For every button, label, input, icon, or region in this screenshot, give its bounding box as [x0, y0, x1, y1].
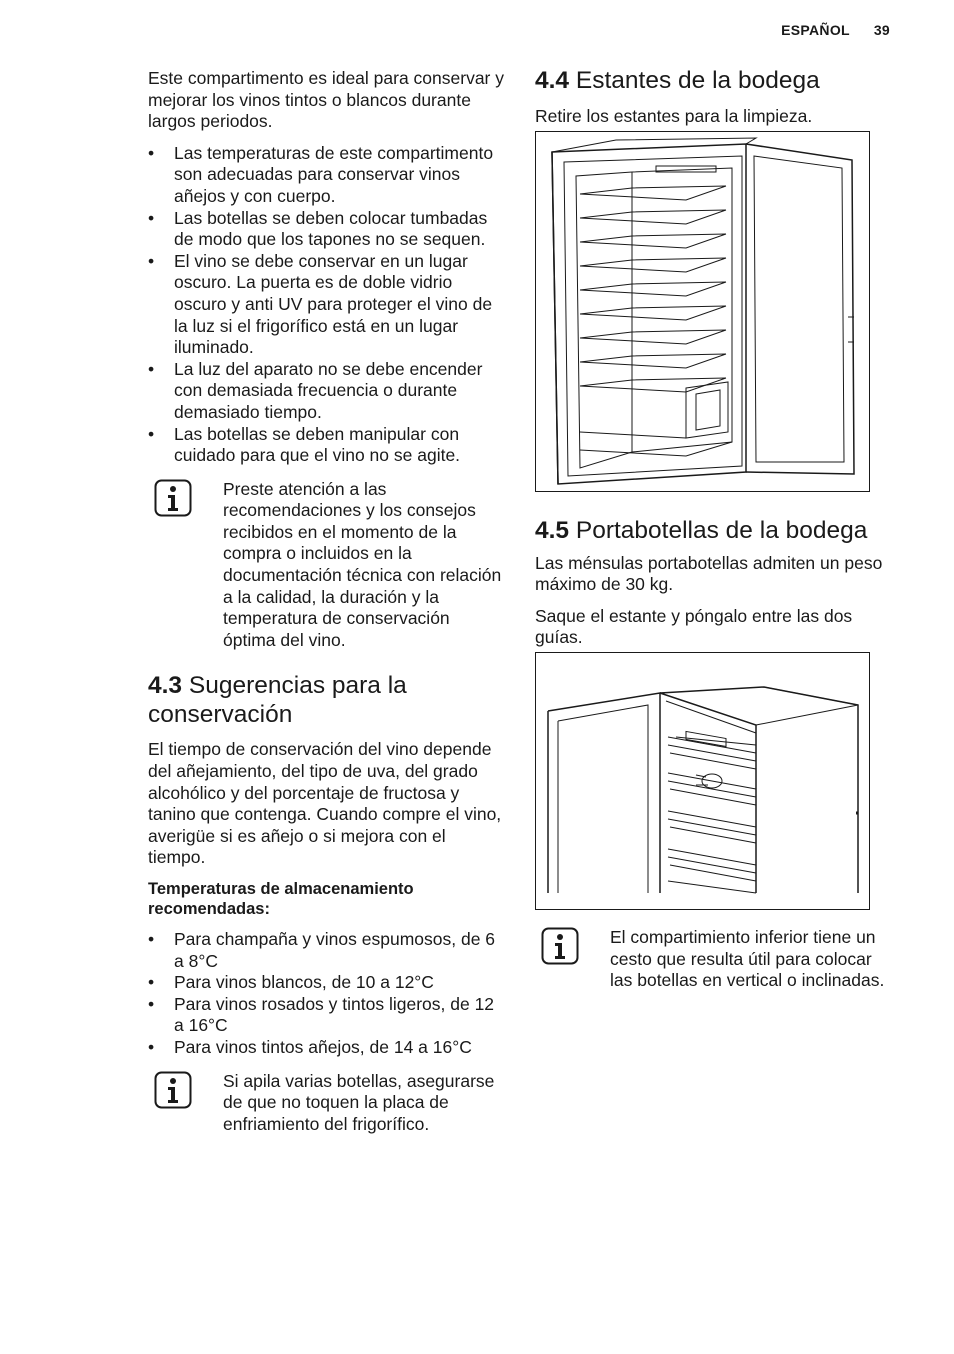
- temperature-subheading: Temperaturas de almacenamiento recomendadas:: [148, 880, 414, 918]
- header-language: ESPAÑOL: [781, 22, 850, 38]
- note-text: El compartimiento inferior tiene un cesto que resulta útil para colocar las botellas en vertical o inclinadas.: [610, 926, 885, 991]
- list-item: • Para vinos tintos añejos, de 14 a 16°C: [148, 1037, 504, 1059]
- note-text: Si apila varias botellas, asegurarse de que no toquen la placa de enfriamiento del frigorífico.: [223, 1070, 495, 1134]
- section-4-3-paragraph: El tiempo de conservación del vino depende del añejamiento, del tipo de uva, del grado alcohólico y del porcentaje de fructosa y tanino que contenga. Cuando compre el vino, averigüe si es añejo o si mejora con el tiempo.: [148, 739, 502, 868]
- wine-cabinet-shelves-illustration: [535, 131, 870, 492]
- info-icon: [541, 927, 579, 965]
- section-4-4-paragraph: Retire los estantes para la limpieza.: [535, 106, 813, 126]
- info-icon: [154, 1071, 192, 1109]
- info-note: [148, 479, 504, 652]
- info-note: [148, 1071, 504, 1136]
- left-column: [148, 68, 504, 1145]
- section-number: 4.3: [148, 672, 183, 700]
- list-item: • Las botellas se deben manipular con cuidado para que el vino no se agite.: [148, 424, 504, 467]
- section-heading-4-5: [535, 516, 885, 545]
- cabinet-drawing: [536, 132, 869, 491]
- list-item: • Para champaña y vinos espumosos, de 6 a 8°C: [148, 929, 504, 972]
- list-item: • Las botellas se deben colocar tumbadas de modo que los tapones no se sequen.: [148, 208, 504, 251]
- list-item: • La luz del aparato no se debe encender con demasiada frecuencia o durante demasiado tiempo.: [148, 359, 504, 424]
- page-header: [761, 22, 890, 38]
- section-heading-4-3: [148, 671, 504, 729]
- list-item: • El vino se debe conservar en un lugar oscuro. La puerta es de doble vidrio oscuro y anti UV para proteger el vino de la luz si el frigorífico está en un lugar iluminado.: [148, 251, 504, 359]
- section-number: 4.5: [535, 516, 570, 544]
- bottle-rack-illustration: [535, 652, 870, 910]
- list-item: • Para vinos rosados y tintos ligeros, de 12 a 16°C: [148, 994, 504, 1037]
- section-4-5-paragraph: Las ménsulas portabotellas admiten un peso máximo de 30 kg.: [535, 552, 883, 595]
- section-title: Sugerencias para la conservación: [148, 672, 407, 729]
- info-note: [535, 927, 885, 992]
- temperature-list: [148, 929, 504, 1059]
- section-4-5-instruction: Saque el estante y póngalo entre las dos guías.: [535, 605, 853, 648]
- intro-paragraph: Este compartimento es ideal para conservar y mejorar los vinos tintos o blancos durante largos periodos.: [148, 68, 504, 132]
- page-number: 39: [873, 22, 890, 38]
- right-column: [535, 66, 885, 1002]
- section-heading-4-4: [535, 66, 885, 95]
- note-text: Preste atención a las recomendaciones y los consejos recibidos en el momento de la compra o incluidos en la documentación técnica con relación a la calidad, la duración y la temperatura de conservación óptima del vino.: [223, 478, 502, 650]
- section-number: 4.4: [535, 67, 570, 94]
- list-item: • Para vinos blancos, de 10 a 12°C: [148, 972, 504, 994]
- section-title: Estantes de la bodega: [575, 67, 820, 94]
- section-title: Portabotellas de la bodega: [575, 516, 868, 544]
- rack-drawing: [536, 653, 869, 909]
- list-item: • Las temperaturas de este compartimento son adecuadas para conservar vinos añejos y con cuerpo.: [148, 143, 504, 208]
- storage-tips-list: [148, 143, 504, 467]
- info-icon: [154, 479, 192, 517]
